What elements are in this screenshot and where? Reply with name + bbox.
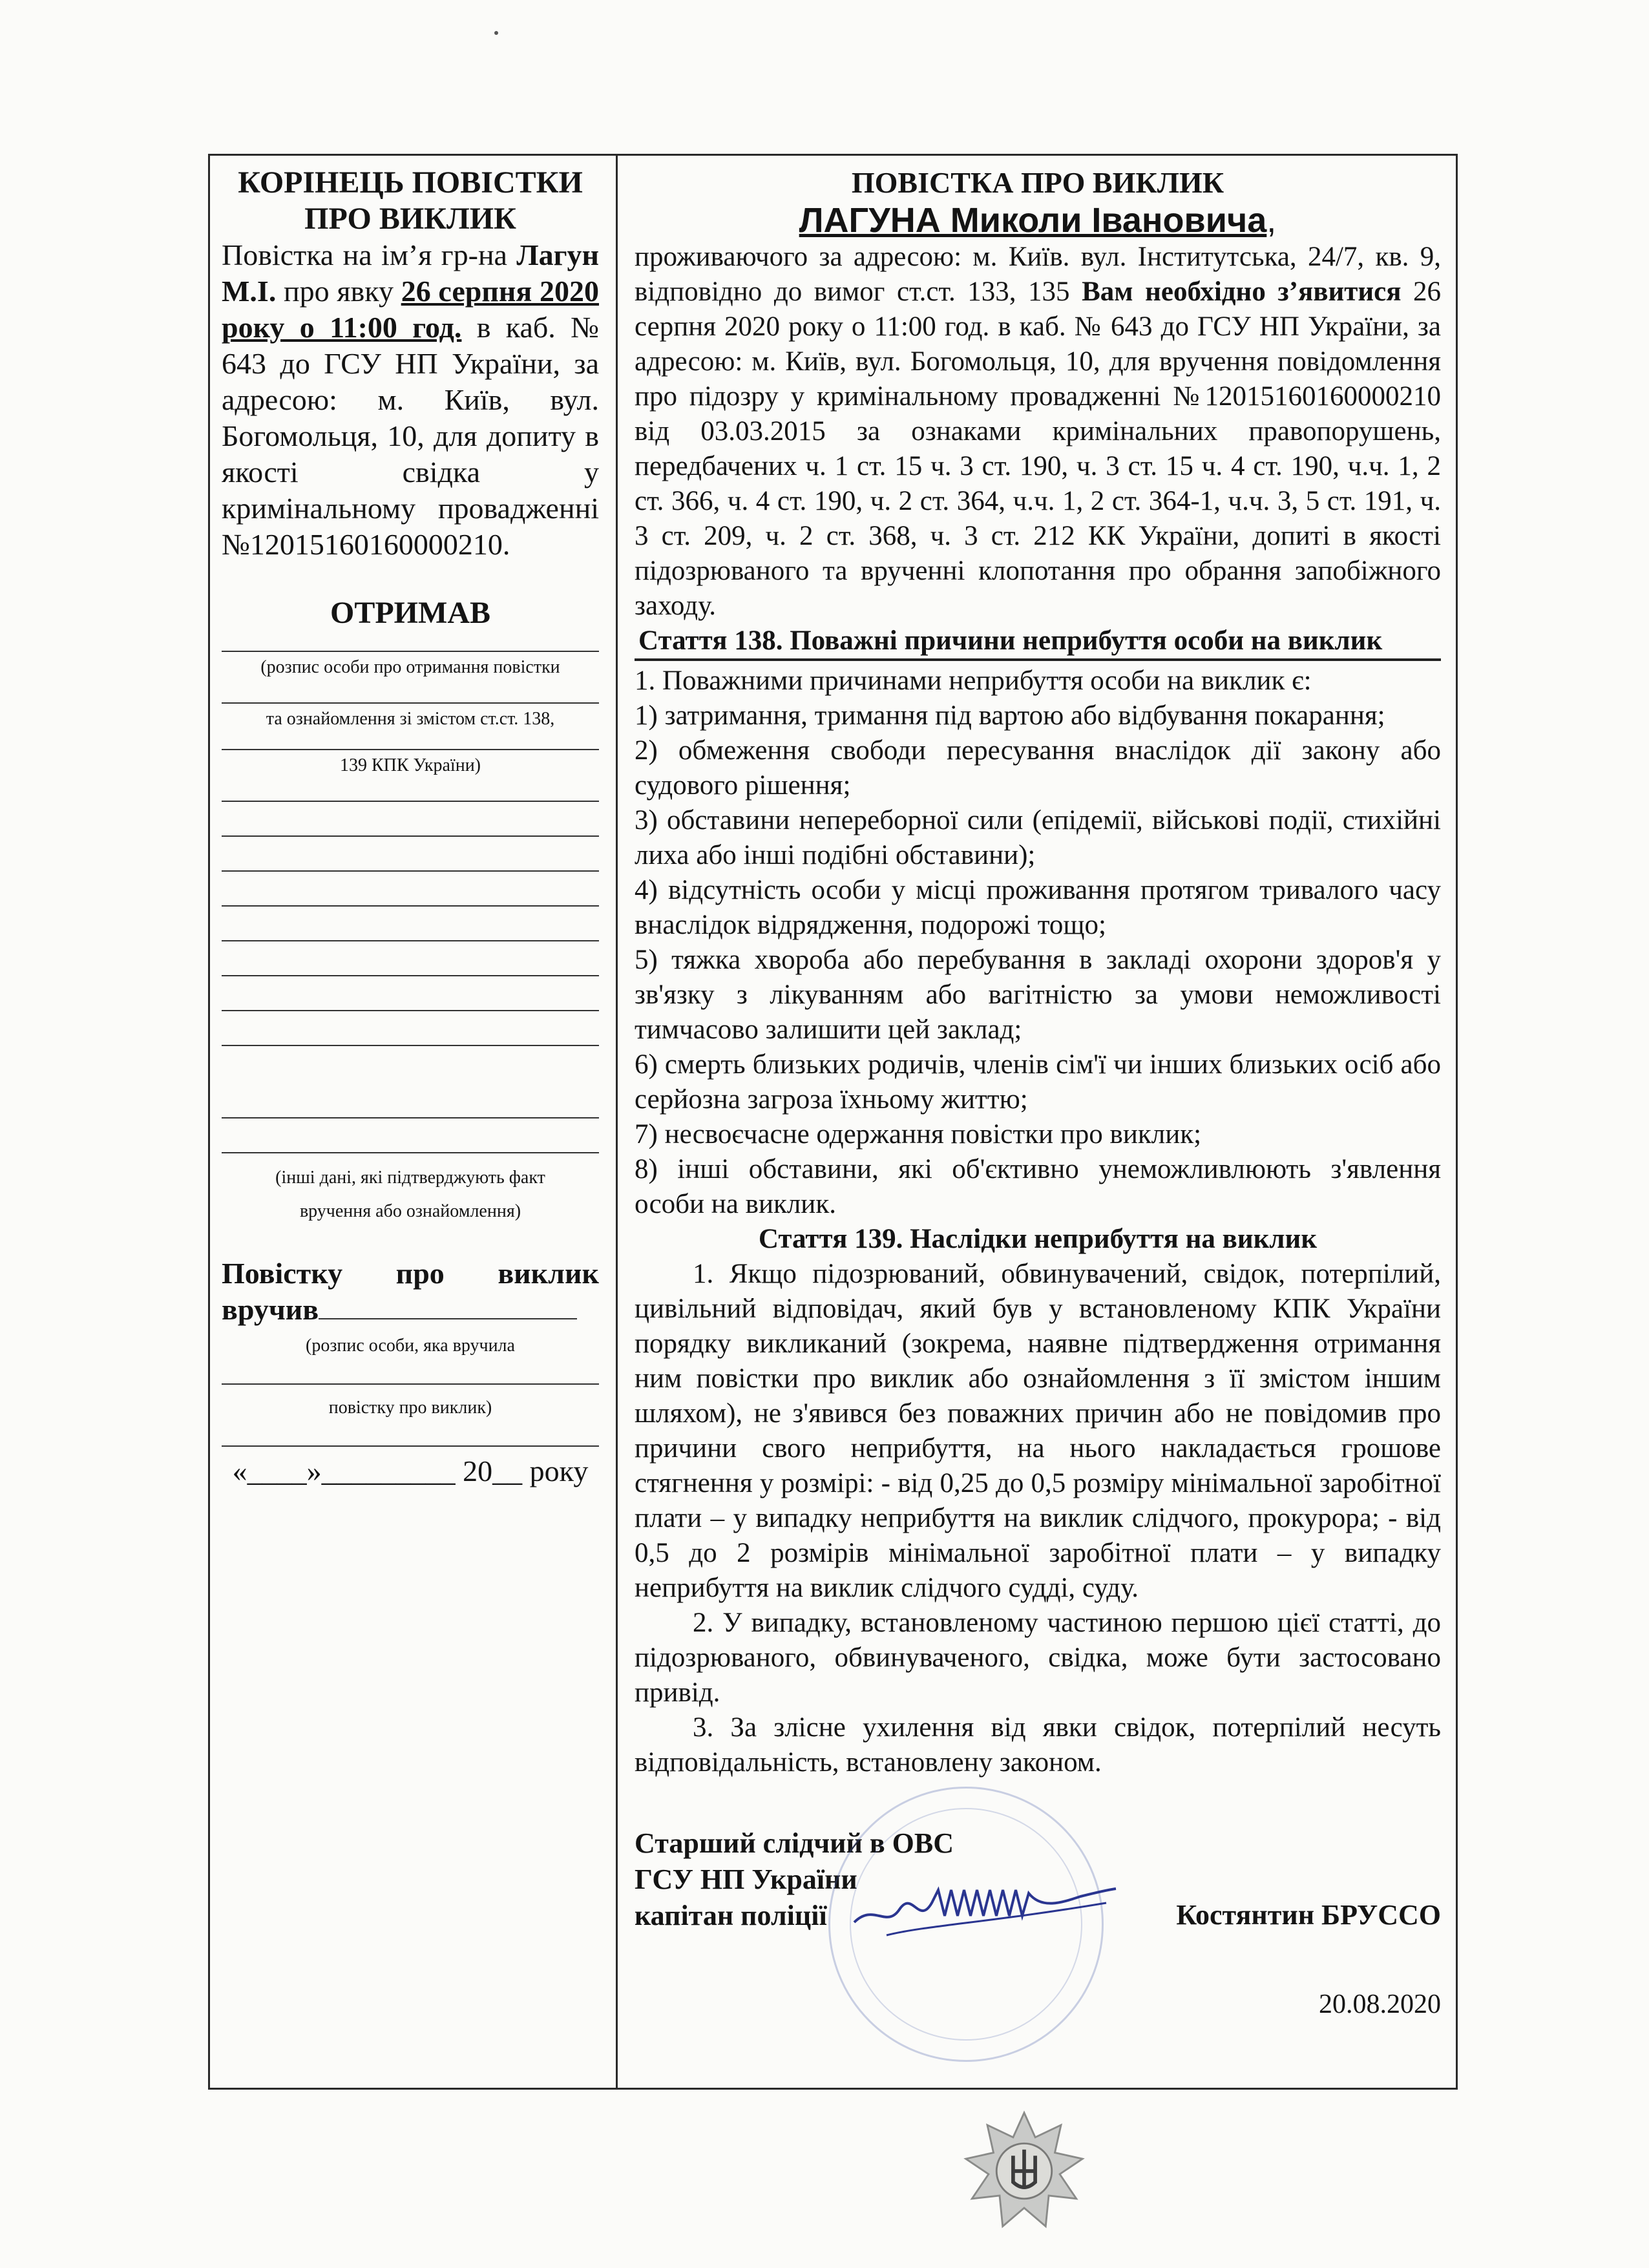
article-138-item: 4) відсутність особи у місці проживання протягом тривалого часу внаслідок відрядження, подорожі тощо; <box>635 875 1441 940</box>
date-line: «____»_________ 20__ року <box>232 1454 589 1487</box>
received-heading: ОТРИМАВ <box>330 596 490 630</box>
blank-line <box>222 1045 599 1046</box>
signature-line <box>222 749 599 750</box>
summons-column <box>618 156 1458 2039</box>
article-138-item: 8) інші обставини, які об'єктивно унеможливлюють з'явлення особи на виклик. <box>635 1154 1441 1219</box>
stub-paragraph: Повістка на ім’я гр-на Лагун М.І. про явку 26 серпня 2020 року о 11:00 год. в каб. № 643 до ГСУ НП України, за адресою: м. Київ, вул. Богомольця, 10, для допиту в якості свідка у кримінальному провадженні №12015160160000210. <box>222 238 599 561</box>
article-139-item: 2. У випадку, встановленому частиною першою цієї статті, до підозрюваного, обвинуваченого, свідка, може бути застосовано привід. <box>635 1608 1441 1708</box>
article-139-item: 3. За злісне ухилення від явки свідок, потерпілий несуть відповідальність, встановлену законом. <box>635 1712 1441 1778</box>
article-138-item: 7) несвоєчасне одержання повістки про виклик; <box>635 1119 1202 1150</box>
signature-icon <box>848 1864 1119 1942</box>
stub-column <box>210 156 616 1489</box>
blank-line <box>222 801 599 802</box>
caption-3: 139 КПК України) <box>339 755 481 775</box>
stub-title-2: ПРО ВИКЛИК <box>304 202 516 236</box>
stub-person-name: Лагун М.І. <box>222 238 599 308</box>
delivered-by: вручив <box>222 1292 599 1328</box>
stub-appointment: 26 серпня 2020 року о 11:00 год. <box>222 275 599 344</box>
signer-role-3: капітан поліції <box>635 1900 827 1931</box>
article-139-title: Стаття 139. Наслідки неприбуття на виклик <box>758 1224 1318 1254</box>
document-date: 20.08.2020 <box>1319 1990 1441 2019</box>
caption-4: (інші дані, які підтверджують факт <box>275 1168 545 1188</box>
blank-line <box>222 870 599 872</box>
article-138-item: 2) обмеження свободи пересування внаслідок дії закону або судового рішення; <box>635 735 1441 801</box>
article-138-item: 6) смерть близьких родичів, членів сім'ї чи інших близьких осіб або серйозна загроза їхньому життю; <box>635 1049 1441 1115</box>
blank-line <box>222 975 599 976</box>
signer-role-1: Старший слідчий в ОВС <box>635 1827 954 1859</box>
article-138-item: 1. Поважними причинами неприбуття особи на виклик є: <box>635 666 1312 696</box>
signature-line <box>222 702 599 704</box>
blank-line <box>222 835 599 837</box>
signer-role-2: ГСУ НП України <box>635 1864 857 1895</box>
blank-line <box>222 1010 599 1011</box>
signature-line <box>222 1383 599 1385</box>
article-138-title: Стаття 138. Поважні причини неприбуття особи на виклик <box>635 624 1441 661</box>
article-138-item: 3) обставини непереборної сили (епідемії, військові події, стихійні лиха або інші подібні обставини); <box>635 805 1441 870</box>
article-138-item: 5) тяжка хвороба або перебування в закладі охорони здоров'я у зв'язку з лікуванням або вагітністю за умови неможливості тимчасово залишити цей заклад; <box>635 945 1441 1045</box>
signature-line <box>222 651 599 652</box>
summons-title: ПОВІСТКА ПРО ВИКЛИК <box>851 166 1224 199</box>
blank-line <box>222 1445 599 1447</box>
blank-line <box>222 1152 599 1153</box>
police-emblem-icon <box>963 2110 1086 2232</box>
signature-block <box>635 1825 1441 2039</box>
caption-1: (розпис особи про отримання повістки <box>260 657 560 677</box>
caption-2: та ознайомлення зі змістом ст.ст. 138, <box>266 709 555 729</box>
caption-6: (розпис особи, яка вручила <box>306 1336 515 1356</box>
scan-speck <box>494 31 498 35</box>
caption-7: повістку про виклик) <box>328 1398 492 1418</box>
delivered-label: Повістку про виклик <box>222 1257 599 1290</box>
article-139-item: 1. Якщо підозрюваний, обвинувачений, свідок, потерпілий, цивільний відповідач, який був у встановленому КПК України порядку викликаний (зокрема, наявне підтвердження отримання ним повістки про виклик або ознайомлення з її змістом іншим шляхом), не з'явився без поважних причин або не повідомив про причини свого неприбуття, на нього накладається грошове стягнення у розмірі: - від 0,25 до 0,5 розміру мінімальної заробітної плати – у випадку неприбуття на виклик слідчого, прокурора; - від 0,5 до 2 розмірів мінімальної заробітної плати – у випадку неприбуття на виклик слідчого судді, суду. <box>635 1259 1441 1603</box>
blank-line <box>222 905 599 907</box>
caption-5: вручення або ознайомлення) <box>299 1201 521 1221</box>
stub-title-1: КОРІНЕЦЬ ПОВІСТКИ <box>238 165 583 200</box>
blank-line <box>222 1117 599 1118</box>
summons-form <box>208 154 1458 2090</box>
article-138-item: 1) затримання, тримання під вартою або відбування покарання; <box>635 700 1385 731</box>
blank-line <box>222 940 599 941</box>
signer-name: Костянтин БРУССО <box>1176 1899 1441 1931</box>
summons-body: проживаючого за адресою: м. Київ. вул. Інститутська, 24/7, кв. 9, відповідно до вимог ст.ст. 133, 135 Вам необхідно з’явитися 26 серпня 2020 року о 11:00 год. в каб. № 643 до ГСУ НП України, за адресою: м. Київ, вул. Богомольця, 10, для вручення повідомлення про підозру у кримінальному провадженні №12015160160000210 від 03.03.2015 за ознаками кримінальних правопорушень, передбачених ч. 1 ст. 15 ч. 3 ст. 190, ч. 3 ст. 15 ч. 4 ст. 190, ч.ч. 1, 2 ст. 366, ч. 4 ст. 190, ч. 2 ст. 364, ч.ч. 1, 2 ст. 364-1, ч.ч. 3, 5 ст. 191, ч. 3 ст. 209, ч. 2 ст. 368, ч. 3 ст. 212 КК України, допиті в якості підозрюваного та врученні клопотання про обрання запобіжного заходу. <box>635 242 1442 621</box>
summons-person: ЛАГУНА Миколи Івановича, <box>799 201 1277 240</box>
